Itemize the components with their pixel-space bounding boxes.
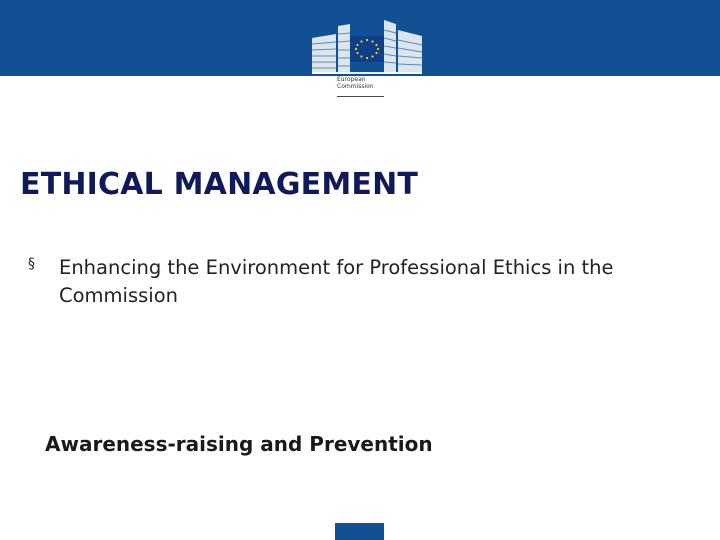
bullet-list bbox=[28, 254, 688, 310]
logo-underline bbox=[337, 96, 384, 97]
footer-tab bbox=[335, 523, 384, 540]
slide-title: ETHICAL MANAGEMENT bbox=[20, 167, 419, 202]
subheading: Awareness-raising and Prevention bbox=[45, 432, 433, 456]
logo-line-1: European bbox=[337, 76, 366, 83]
bullet-text: Enhancing the Environment for Professional Ethics in the Commission bbox=[59, 256, 614, 307]
logo-line-2: Commission bbox=[337, 83, 374, 90]
bullet-marker: § bbox=[28, 256, 35, 272]
logo-wordmark bbox=[337, 76, 374, 90]
